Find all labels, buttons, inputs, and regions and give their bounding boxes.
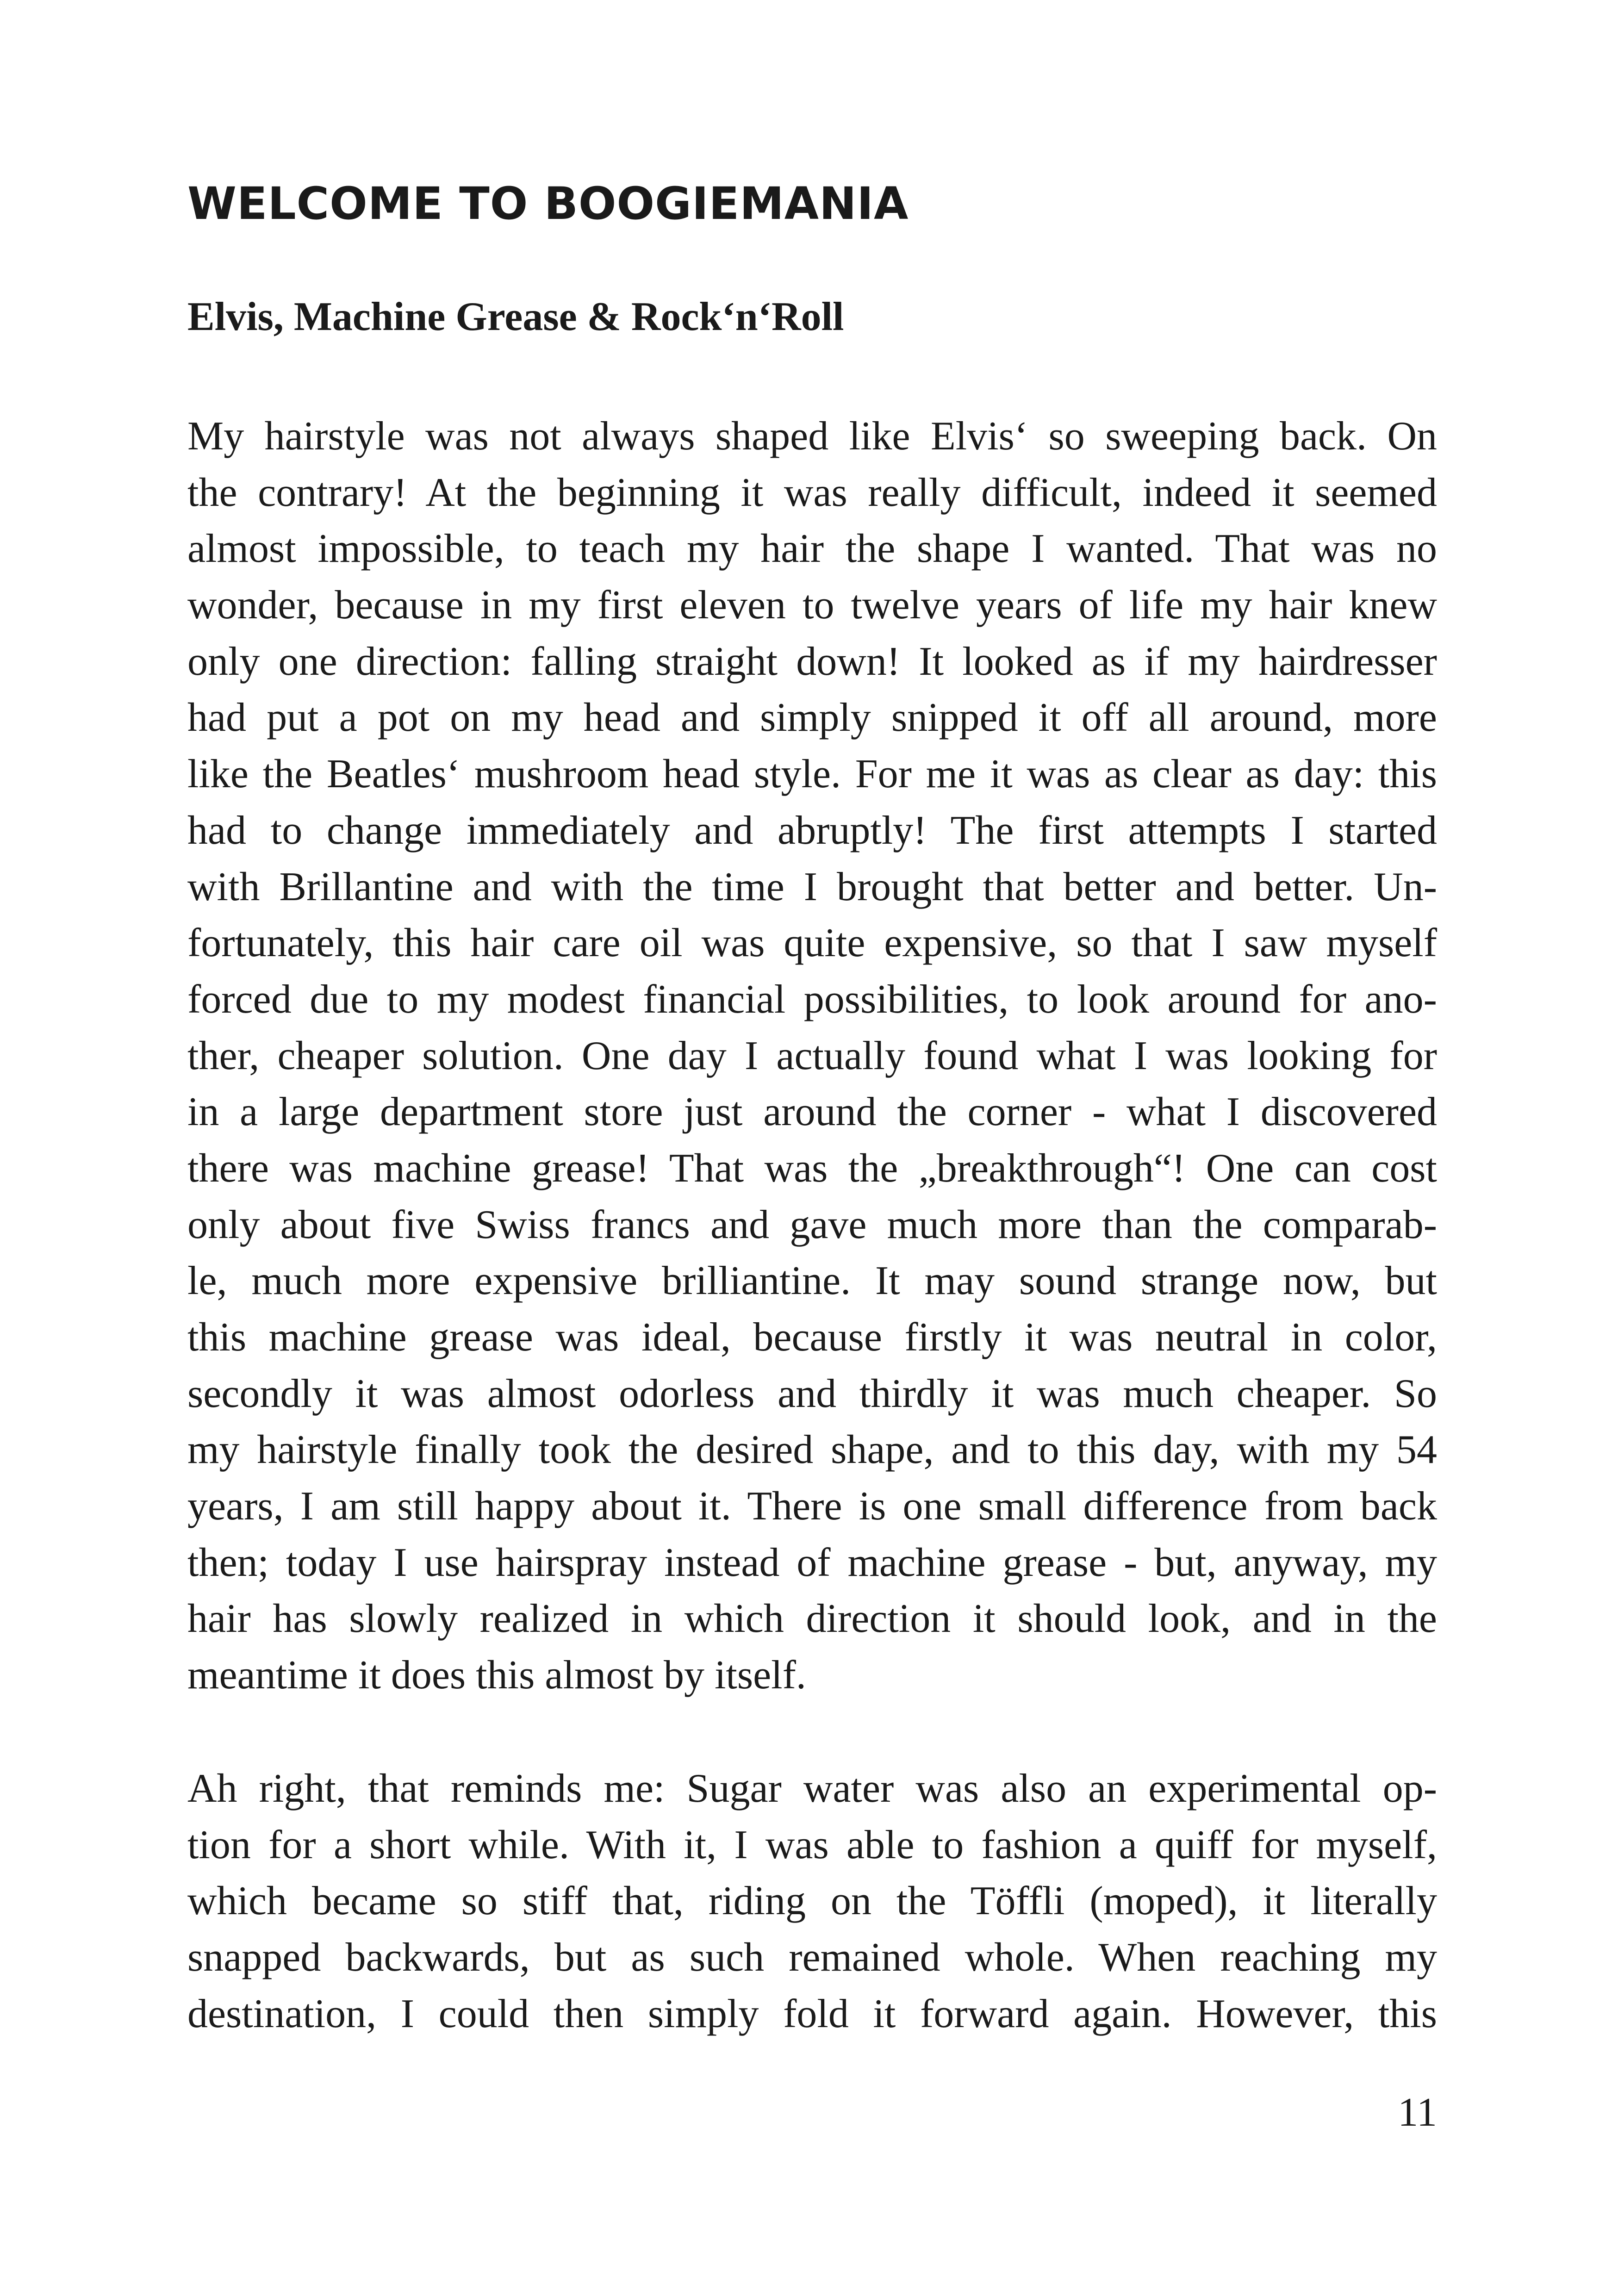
book-page [187, 0, 1437, 2296]
text-line: tion for a short while. With it, I was able to fashion a quiff for myself, [187, 1822, 1437, 1867]
text-line: years, I am still happy about it. There is one small difference from back [187, 1484, 1437, 1529]
text-line: almost impossible, to teach my hair the shape I wanted. That was no [187, 526, 1437, 572]
text-line: there was machine grease! That was the „breakthrough“! One can cost [187, 1145, 1437, 1191]
text-line: forced due to my modest financial possibilities, to look around for ano- [187, 977, 1437, 1022]
text-line: wonder, because in my first eleven to twelve years of life my hair knew [187, 583, 1437, 628]
text-line: My hairstyle was not always shaped like Elvis‘ so sweeping back. On [187, 414, 1437, 459]
text-line: secondly it was almost odorless and thirdly it was much cheaper. So [187, 1371, 1437, 1416]
text-line: this machine grease was ideal, because firstly it was neutral in color, [187, 1315, 1437, 1360]
text-line: which became so stiff that, riding on the Töffli (moped), it literally [187, 1879, 1437, 1924]
text-line: meantime it does this almost by itself. [187, 1653, 806, 1698]
chapter-title: WELCOME TO BOOGIEMANIA [187, 178, 909, 230]
text-line: like the Beatles‘ mushroom head style. For me it was as clear as day: this [187, 752, 1437, 797]
text-line: had to change immediately and abruptly! The first attempts I started [187, 808, 1437, 853]
text-line: with Brillantine and with the time I brought that better and better. Un- [187, 864, 1437, 909]
text-line: snapped backwards, but as such remained whole. When reaching my [187, 1935, 1437, 1980]
text-line: then; today I use hairspray instead of machine grease - but, anyway, my [187, 1540, 1437, 1585]
text-line: ther, cheaper solution. One day I actually found what I was looking for [187, 1033, 1437, 1078]
text-line: le, much more expensive brilliantine. It may sound strange now, but [187, 1258, 1437, 1304]
text-line: the contrary! At the beginning it was really difficult, indeed it seemed [187, 470, 1437, 515]
page-number: 11 [1398, 2090, 1437, 2135]
text-line: fortunately, this hair care oil was quite expensive, so that I saw myself [187, 921, 1437, 966]
text-line: my hairstyle finally took the desired shape, and to this day, with my 54 [187, 1427, 1437, 1473]
paragraph-1 [187, 408, 1437, 1704]
section-title: Elvis, Machine Grease & Rock‘n‘Roll [187, 294, 844, 339]
text-line: in a large department store just around the corner - what I discovered [187, 1089, 1437, 1135]
text-line: only about five Swiss francs and gave much more than the comparab- [187, 1202, 1437, 1247]
text-line: only one direction: falling straight down! It looked as if my hairdresser [187, 639, 1437, 684]
text-line: Ah right, that reminds me: Sugar water was also an experimental op- [187, 1766, 1437, 1811]
text-line: destination, I could then simply fold it forward again. However, this [187, 1991, 1437, 2036]
text-line: hair has slowly realized in which direction it should look, and in the [187, 1596, 1437, 1642]
paragraph-2 [187, 1761, 1437, 2042]
text-line: had put a pot on my head and simply snipped it off all around, more [187, 695, 1437, 740]
